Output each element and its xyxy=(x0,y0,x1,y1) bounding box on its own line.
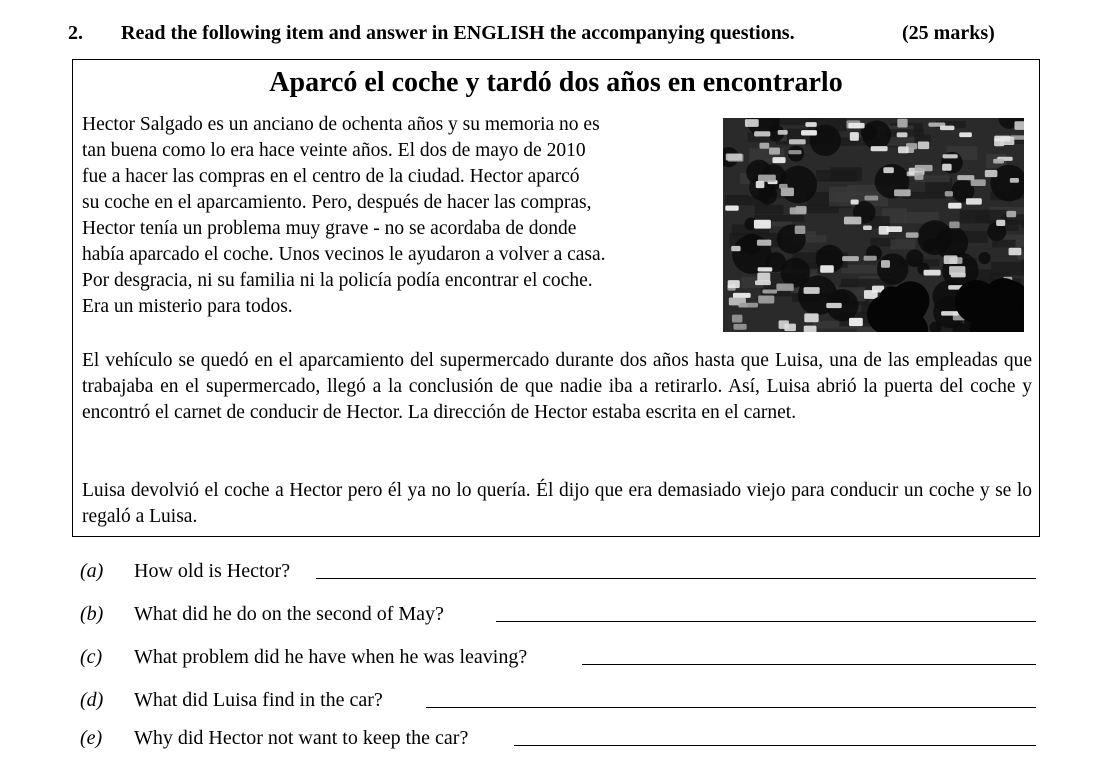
question-a xyxy=(80,556,1040,586)
question-instruction: Read the following item and answer in ENGLISH the accompanying questions. xyxy=(121,22,795,44)
question-label: (e) xyxy=(80,727,103,749)
article-paragraph-1 xyxy=(82,112,722,320)
question-text: What did he do on the second of May? xyxy=(134,603,444,625)
paragraph-line: fue a hacer las compras en el centro de la ciudad. Hector aparcó xyxy=(82,166,580,187)
paragraph-line: Por desgracia, ni su familia ni la policía podía encontrar el coche. xyxy=(82,270,593,291)
question-text: What problem did he have when he was leaving? xyxy=(134,646,528,668)
paragraph-line: su coche en el aparcamiento. Pero, después de hacer las compras, xyxy=(82,192,592,213)
question-label: (c) xyxy=(80,646,103,668)
question-e xyxy=(80,723,1040,753)
answer-line-e[interactable] xyxy=(514,745,1036,746)
answer-line-d[interactable] xyxy=(426,707,1036,708)
question-text: What did Luisa find in the car? xyxy=(134,689,383,711)
question-number: 2. xyxy=(68,22,83,44)
question-text: Why did Hector not want to keep the car? xyxy=(134,727,469,749)
marks-label: (25 marks) xyxy=(902,22,995,44)
question-label: (b) xyxy=(80,603,104,625)
answer-line-c[interactable] xyxy=(582,664,1036,665)
article-paragraph-2: El vehículo se quedó en el aparcamiento del supermercado durante dos años hasta que Luisa, una de las empleadas que trabajaba en el supermercado, llegó a la conclusión de que nadie iba a retirarlo. Así, Luisa abrió la puerta del coche y encontró el carnet de conducir de Hector. La dirección de Hector estaba escrita en el carnet. xyxy=(82,350,1032,423)
question-c xyxy=(80,642,1040,672)
article-title: Aparcó el coche y tardó dos años en encontrarlo xyxy=(269,67,843,98)
article-box xyxy=(72,59,1040,537)
question-label: (a) xyxy=(80,560,104,582)
answer-line-b[interactable] xyxy=(496,621,1036,622)
paragraph-line: tan buena como lo era hace veinte años. El dos de mayo de 2010 xyxy=(82,140,586,161)
question-b xyxy=(80,599,1040,629)
question-d xyxy=(80,685,1040,715)
paragraph-line: Hector Salgado es un anciano de ochenta años y su memoria no es xyxy=(82,114,600,135)
question-text: How old is Hector? xyxy=(134,560,291,582)
paragraph-line: había aparcado el coche. Unos vecinos le ayudaron a volver a casa. xyxy=(82,244,606,265)
paragraph-line: Hector tenía un problema muy grave - no se acordaba de donde xyxy=(82,218,577,239)
question-label: (d) xyxy=(80,689,104,711)
parking-lot-photo xyxy=(723,118,1024,332)
parking-lot-image xyxy=(723,118,1024,332)
paragraph-line: Era un misterio para todos. xyxy=(82,296,293,317)
article-paragraph-3: Luisa devolvió el coche a Hector pero él ya no lo quería. Él dijo que era demasiado viejo para conducir un coche y se lo regaló a Luisa. xyxy=(82,480,1032,527)
answer-line-a[interactable] xyxy=(316,578,1036,579)
